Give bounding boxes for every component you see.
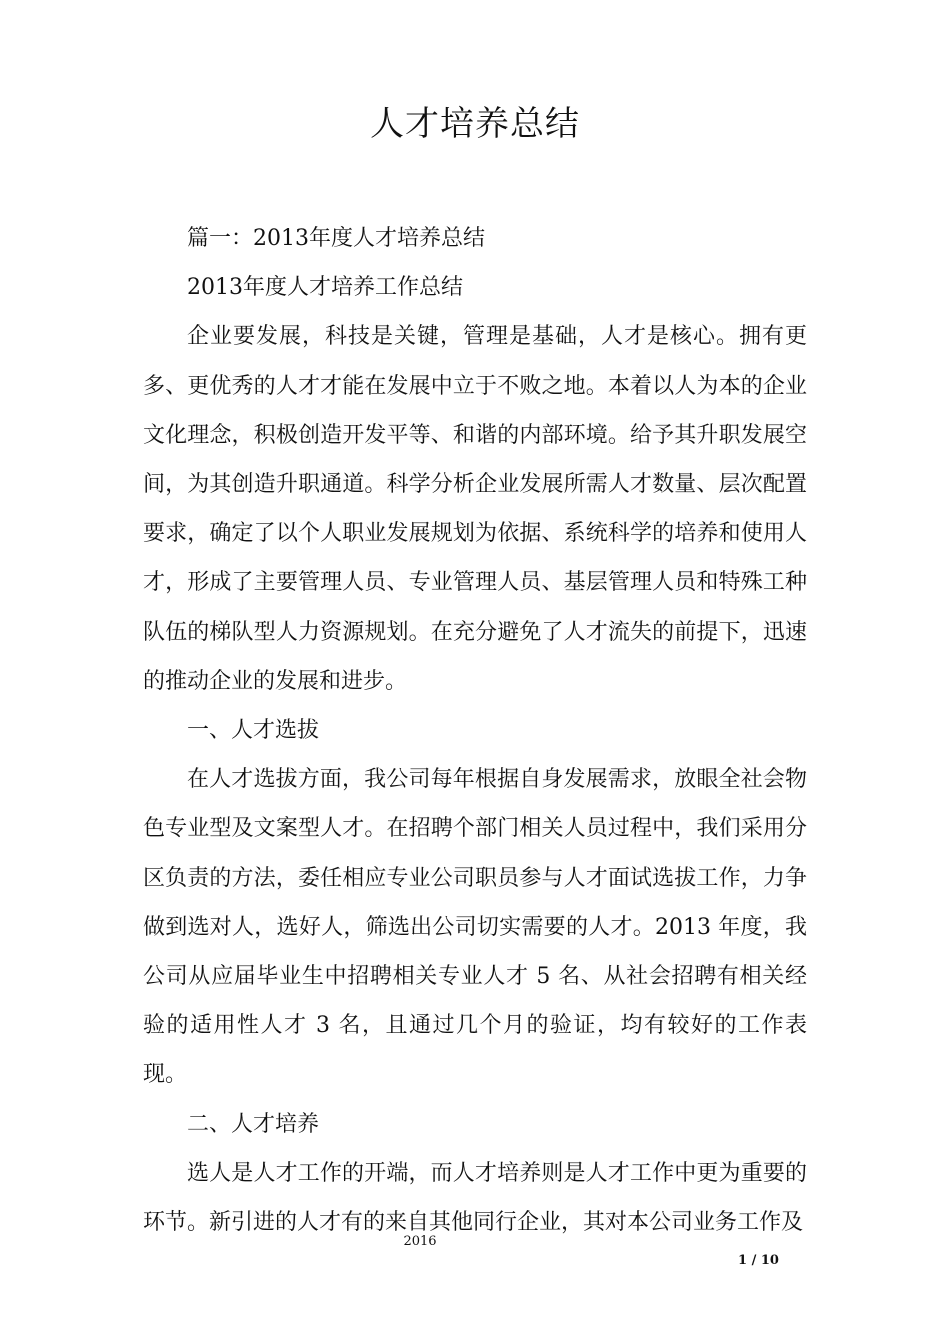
section-heading: 一、人才选拔 xyxy=(187,718,320,744)
paragraph: 选人是人才工作的开端，而人才培养则是人才工作中更为重要的环节。新引进的人才有的来自其他同行企业，其对本公司业务工作及 xyxy=(143,1160,807,1236)
subtitle: 2013年度人才培养工作总结 xyxy=(187,275,463,301)
document-title: 人才培养总结 xyxy=(370,104,580,144)
section-heading: 二、人才培养 xyxy=(187,1111,320,1137)
paragraph: 在人才选拔方面，我公司每年根据自身发展需求，放眼全社会物色专业型及文案型人才。在招聘个部门相关人员过程中，我们采用分区负责的方法，委任相应专业公司职员参与人才面试选拔工作，力争做到选对人，选好人，筛选出公司切实需要的人才。2013 年度，我公司从应届毕业生中招聘相关专业人才 5 名、从社会招聘有相关经验的适用性人才 3 名，且通过几个月的验证，均有较好的工作表现。 xyxy=(143,767,807,1088)
document-body xyxy=(143,214,807,1247)
paragraph: 企业要发展，科技是关键，管理是基础，人才是核心。拥有更多、更优秀的人才才能在发展中立于不败之地。本着以人为本的企业文化理念，积极创造开发平等、和谐的内部环境。给予其升职发展空间，为其创造升职通道。科学分析企业发展所需人才数量、层次配置要求，确定了以个人职业发展规划为依据、系统科学的培养和使用人才，形成了主要管理人员、专业管理人员、基层管理人员和特殊工种队伍的梯队型人力资源规划。在充分避免了人才流失的前提下，迅速的推动企业的发展和进步。 xyxy=(143,324,807,694)
section-heading: 篇一：2013年度人才培养总结 xyxy=(187,226,485,251)
footer-year: 2016 xyxy=(403,1234,437,1249)
page-number: 1 / 10 xyxy=(738,1253,779,1268)
